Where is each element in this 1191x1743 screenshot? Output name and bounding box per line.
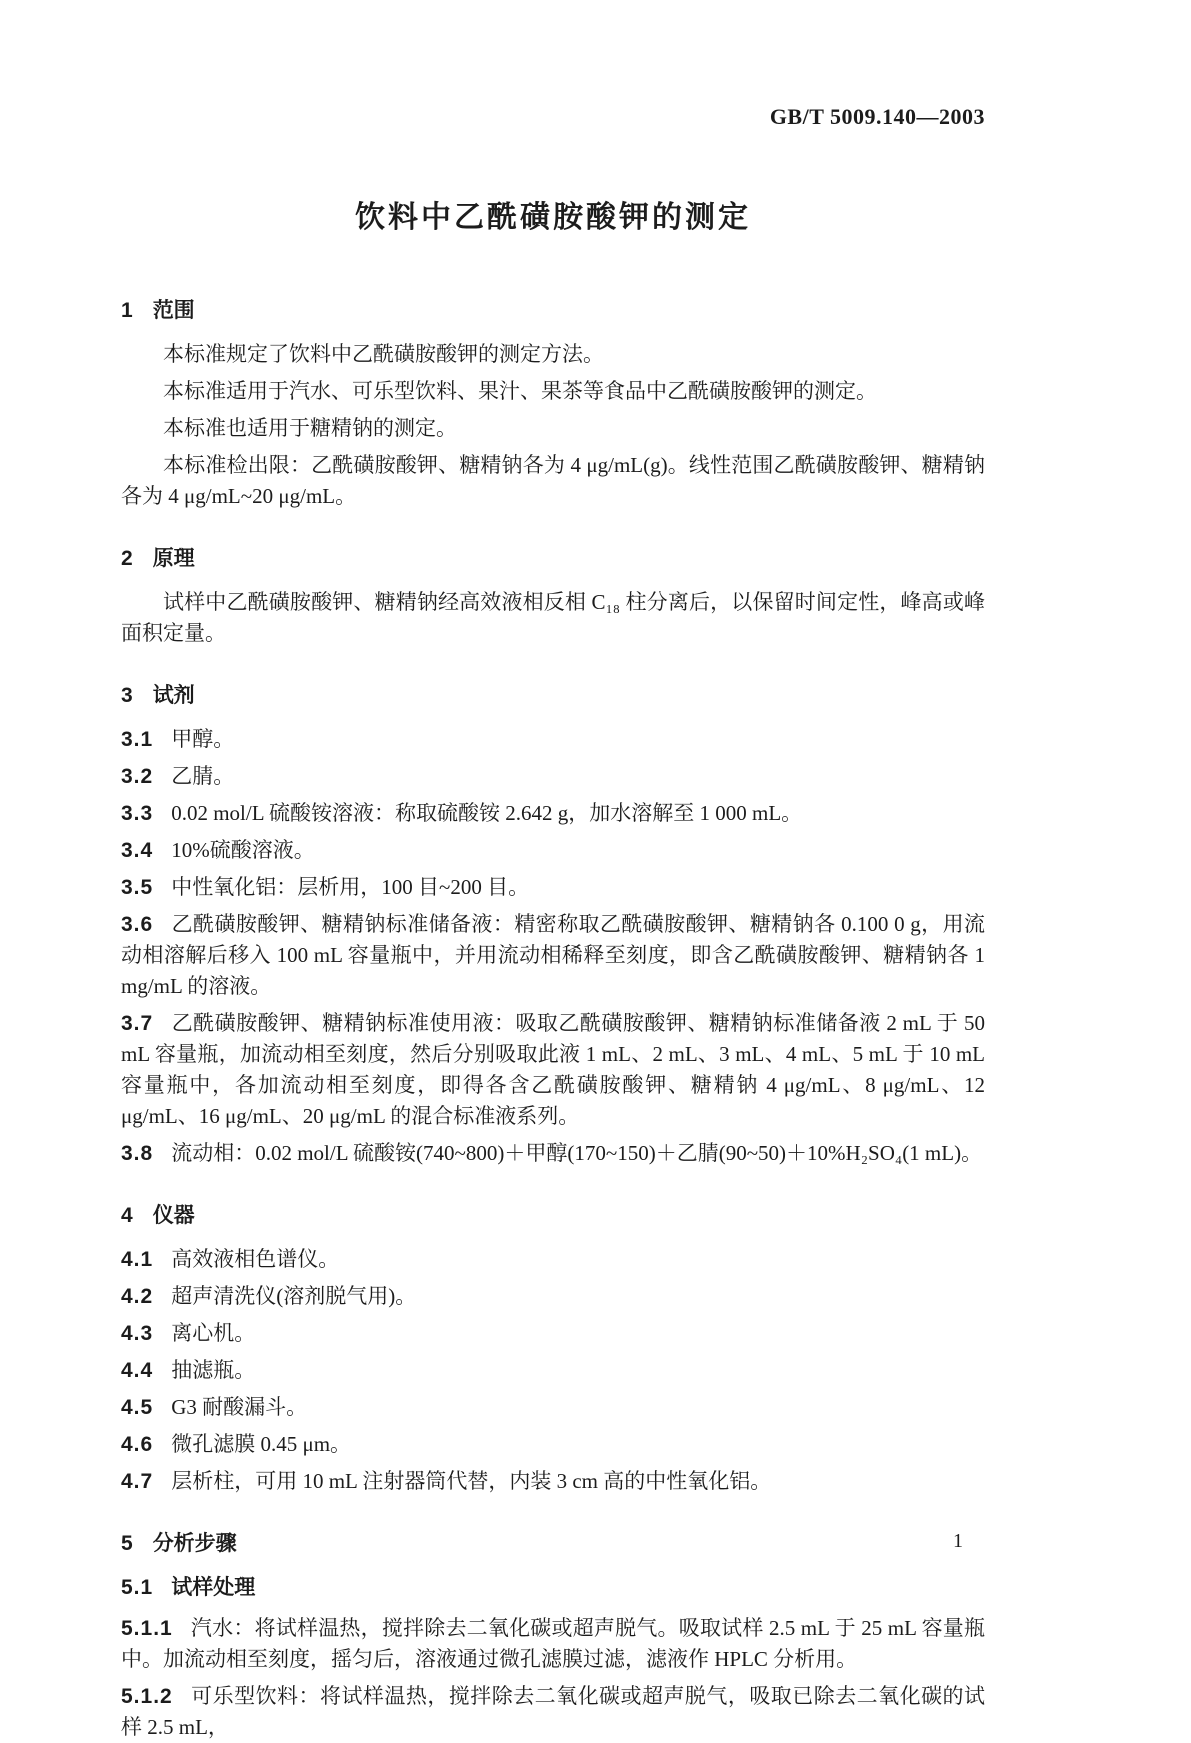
clause-text: 10%硫酸溶液。 xyxy=(171,838,315,862)
section-heading xyxy=(121,542,985,572)
section-number: 2 xyxy=(121,547,133,570)
clause-text: 0.02 mol/L 硫酸铵溶液：称取硫酸铵 2.642 g，加水溶解至 1 000 mL。 xyxy=(171,801,803,825)
section-heading xyxy=(121,294,985,324)
paragraph: 试样中乙酰磺胺酸钾、糖精钠经高效液相反相 C₁₈ 柱分离后，以保留时间定性，峰高或峰面积定量。 xyxy=(121,590,985,645)
clause-number: 4.1 xyxy=(121,1248,154,1271)
section-title: 试剂 xyxy=(152,684,195,707)
clause-text: 层析柱，可用 10 mL 注射器筒代替，内装 3 cm 高的中性氧化铝。 xyxy=(171,1469,772,1493)
paragraph: 本标准检出限：乙酰磺胺酸钾、糖精钠各为 4 μg/mL(g)。线性范围乙酰磺胺酸钾、糖精钠各为 4 μg/mL~20 μg/mL。 xyxy=(121,453,985,508)
section-title: 仪器 xyxy=(152,1204,195,1227)
section-title: 范围 xyxy=(152,299,195,322)
paragraph: 本标准适用于汽水、可乐型饮料、果汁、果茶等食品中乙酰磺胺酸钾的测定。 xyxy=(163,379,877,403)
clause-text: 微孔滤膜 0.45 μm。 xyxy=(171,1432,352,1456)
section-3 xyxy=(121,679,985,1169)
clause-number: 3.4 xyxy=(121,839,154,862)
clause xyxy=(121,798,985,829)
clause xyxy=(121,1681,985,1743)
section-heading xyxy=(121,679,985,709)
clause xyxy=(121,1429,985,1460)
section-number: 1 xyxy=(121,299,133,322)
clause-number: 3.1 xyxy=(121,728,154,751)
paragraph: 本标准也适用于糖精钠的测定。 xyxy=(163,416,457,440)
clause-text: 可乐型饮料：将试样温热，搅拌除去二氧化碳或超声脱气，吸取已除去二氧化碳的试样 2.5 mL， xyxy=(121,1684,985,1739)
paragraph: 本标准规定了饮料中乙酰磺胺酸钾的测定方法。 xyxy=(163,342,604,366)
clause-number: 4.5 xyxy=(121,1396,154,1419)
section-heading xyxy=(121,1527,985,1557)
clause-number: 5.1.1 xyxy=(121,1617,173,1640)
clause-text: 抽滤瓶。 xyxy=(171,1358,256,1382)
clause-text: G3 耐酸漏斗。 xyxy=(171,1395,308,1419)
clause xyxy=(121,1281,985,1312)
clause-text: 流动相：0.02 mol/L 硫酸铵(740~800)＋甲醇(170~150)＋乙腈(90~50)＋10%H₂SO₄(1 mL)。 xyxy=(171,1141,983,1165)
page-number: 1 xyxy=(953,1530,963,1552)
clause-number: 4.7 xyxy=(121,1470,154,1493)
clause xyxy=(121,724,985,755)
clause xyxy=(121,1466,985,1497)
section-2 xyxy=(121,542,985,649)
clause-number: 5.1 xyxy=(121,1576,154,1599)
clause-text: 乙腈。 xyxy=(171,764,235,788)
clause-text: 乙酰磺胺酸钾、糖精钠标准使用液：吸取乙酰磺胺酸钾、糖精钠标准储备液 2 mL 于 50 mL 容量瓶，加流动相至刻度，然后分别吸取此液 1 mL、2 mL、3 mL、4 mL、5 mL 于 10 mL 容量瓶中，各加流动相至刻度，即得各含乙酰磺胺酸钾、糖精钠 4 μg/mL、8 μg/mL、12 μg/mL、16 μg/mL、20 μg/mL 的混合标准液系列。 xyxy=(121,1011,985,1128)
section-title: 原理 xyxy=(152,547,195,570)
standard-number: GB/T 5009.140—2003 xyxy=(769,104,985,129)
clause xyxy=(121,872,985,903)
clause-text: 超声清洗仪(溶剂脱气用)。 xyxy=(171,1284,417,1308)
subsection-heading xyxy=(121,1572,985,1603)
section-number: 4 xyxy=(121,1204,133,1227)
clause-text: 离心机。 xyxy=(171,1321,256,1345)
section-1 xyxy=(121,294,985,512)
clause-text: 汽水：将试样温热，搅拌除去二氧化碳或超声脱气。吸取试样 2.5 mL 于 25 mL 容量瓶中。加流动相至刻度，摇匀后，溶液通过微孔滤膜过滤，滤液作 HPLC 分析用。 xyxy=(121,1616,985,1671)
clause-text: 乙酰磺胺酸钾、糖精钠标准储备液：精密称取乙酰磺胺酸钾、糖精钠各 0.100 0 g，用流动相溶解后移入 100 mL 容量瓶中，并用流动相稀释至刻度，即含乙酰磺胺酸钾、糖精钠各 1 mg/mL 的溶液。 xyxy=(121,912,985,998)
section-4 xyxy=(121,1199,985,1497)
section-number: 5 xyxy=(121,1532,133,1555)
clause xyxy=(121,761,985,792)
clause-number: 3.2 xyxy=(121,765,154,788)
clause-text: 高效液相色谱仪。 xyxy=(171,1247,340,1271)
clause-number: 5.1.2 xyxy=(121,1685,173,1708)
clause-text: 中性氧化铝：层析用，100 目~200 目。 xyxy=(171,875,530,899)
clause xyxy=(121,1355,985,1386)
clause-text: 甲醇。 xyxy=(171,727,235,751)
clause-number: 3.7 xyxy=(121,1012,154,1035)
clause-number: 3.5 xyxy=(121,876,154,899)
section-5 xyxy=(121,1527,985,1743)
clause-number: 3.6 xyxy=(121,913,154,936)
clause xyxy=(121,1318,985,1349)
clause-number: 4.4 xyxy=(121,1359,154,1382)
section-title: 分析步骤 xyxy=(152,1532,237,1555)
clause xyxy=(121,1244,985,1275)
clause xyxy=(121,835,985,866)
clause-number: 4.3 xyxy=(121,1322,154,1345)
clause-number: 3.8 xyxy=(121,1142,154,1165)
document-title: 饮料中乙酰磺胺酸钾的测定 xyxy=(355,201,751,234)
clause-number: 3.3 xyxy=(121,802,154,825)
section-number: 3 xyxy=(121,684,133,707)
clause xyxy=(121,1008,985,1132)
clause xyxy=(121,909,985,1002)
clause xyxy=(121,1613,985,1675)
section-heading xyxy=(121,1199,985,1229)
clause xyxy=(121,1392,985,1423)
clause xyxy=(121,1138,985,1169)
clause-text: 试样处理 xyxy=(171,1576,256,1599)
clause-number: 4.6 xyxy=(121,1433,154,1456)
clause-number: 4.2 xyxy=(121,1285,154,1308)
document-body xyxy=(121,294,985,1743)
